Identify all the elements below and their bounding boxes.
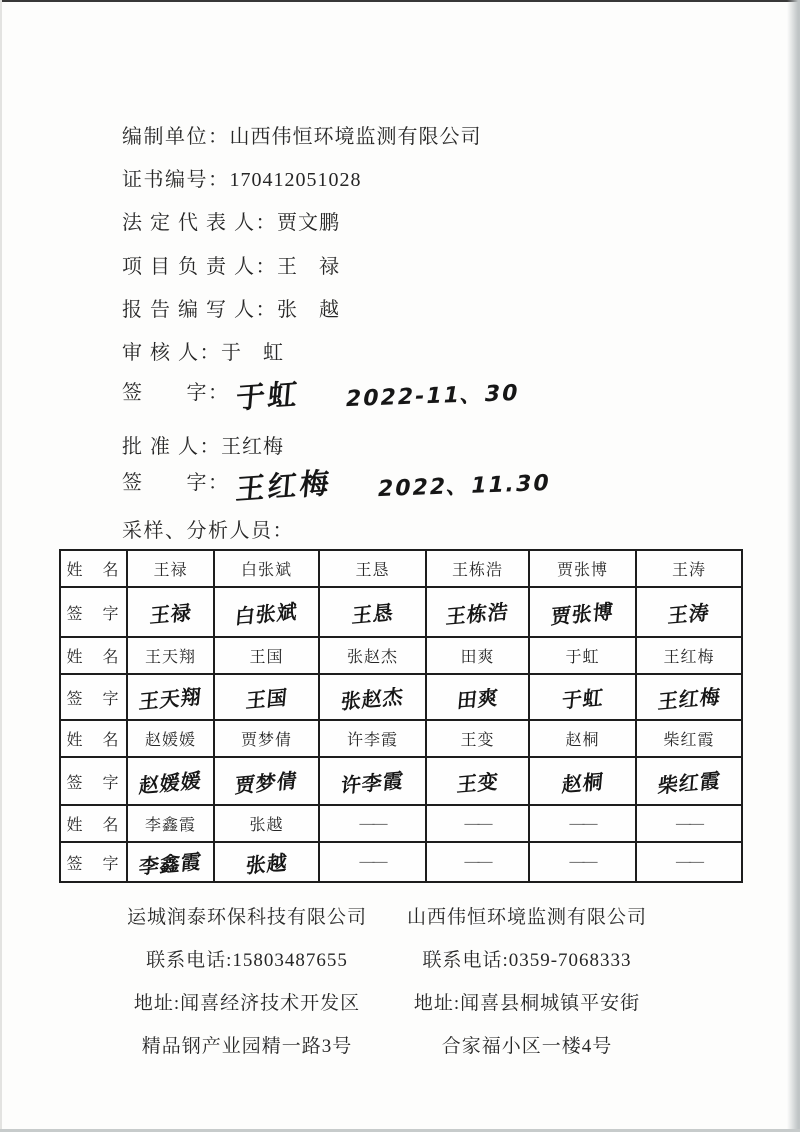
- handwritten-signature: 白张斌: [233, 598, 299, 629]
- table-row: [60, 720, 742, 757]
- company-name: 运城润泰环保科技有限公司: [126, 907, 367, 928]
- info-line-legal-representative: [122, 206, 340, 235]
- name-text: 田爽: [460, 649, 495, 666]
- name-cell: [127, 805, 214, 842]
- reviewer-label: 审 核 人：: [122, 342, 221, 364]
- approver-handwritten-signature: 王红梅: [233, 465, 333, 507]
- name-text: 许李霞: [346, 732, 398, 749]
- name-cell: [214, 805, 319, 842]
- row-label-text: 签 字: [66, 774, 121, 792]
- handwritten-signature: 贾梦倩: [233, 767, 299, 798]
- name-cell: [214, 720, 319, 757]
- info-line-approver: [122, 430, 284, 459]
- signature-cell: [319, 587, 426, 637]
- dash-placeholder: ——: [464, 815, 491, 832]
- compiling-unit-label: 编制单位：: [122, 126, 230, 148]
- row-label: [60, 587, 127, 637]
- empty-cell: [636, 805, 742, 842]
- name-text: 王恳: [355, 562, 390, 579]
- reviewer-value: 于 虹: [221, 342, 284, 364]
- company-name: 山西伟恒环境监测有限公司: [406, 907, 647, 928]
- reviewer-signature-label: 签 字：: [122, 382, 230, 405]
- name-cell: [636, 550, 742, 587]
- signature-cell: [529, 587, 636, 637]
- name-text: 王变: [460, 732, 495, 749]
- approver-signature-date: 2022、11.30: [374, 470, 553, 503]
- signature-cell: [127, 757, 214, 805]
- empty-cell: [319, 805, 426, 842]
- dash-placeholder: ——: [569, 854, 596, 870]
- name-text: 赵桐: [565, 732, 600, 749]
- handwritten-signature: 张赵杰: [339, 683, 405, 714]
- table-row: [60, 842, 742, 882]
- company-address-line1: 地址:闻喜经济技术开发区: [133, 993, 361, 1014]
- info-line-report-writer: [122, 293, 340, 322]
- personnel-table: [59, 549, 743, 883]
- name-text: 王栋浩: [451, 562, 503, 579]
- row-label: [60, 805, 127, 842]
- company-phone: 联系电话:15803487655: [146, 950, 348, 971]
- row-label-text: 姓 名: [66, 817, 121, 834]
- info-line-certificate-number: [122, 163, 362, 192]
- signature-cell: [127, 587, 214, 637]
- company-address-line2: 精品钢产业园精一路3号: [141, 1036, 353, 1057]
- name-cell: [127, 637, 214, 674]
- dash-placeholder: ——: [676, 815, 702, 832]
- empty-cell: [426, 805, 529, 842]
- signature-cell: [214, 674, 319, 720]
- row-label: [60, 842, 127, 882]
- row-label-text: 姓 名: [66, 649, 121, 666]
- signature-cell: [319, 757, 426, 805]
- info-line-compiling-unit: [122, 120, 482, 149]
- name-text: 贾张博: [556, 562, 608, 579]
- name-text: 于虹: [565, 649, 600, 666]
- handwritten-signature: 王天翔: [137, 683, 203, 714]
- name-text: 贾梦倩: [240, 732, 292, 749]
- signature-cell: [636, 757, 742, 805]
- signature-cell: [529, 674, 636, 720]
- table-row: [60, 805, 742, 842]
- signature-cell: [426, 674, 529, 720]
- name-text: 王天翔: [144, 649, 196, 666]
- scan-edge-left: [0, 0, 2, 1132]
- handwritten-signature: 王涛: [666, 599, 711, 628]
- row-label-text: 签 字: [66, 605, 121, 623]
- info-line-approver-signature: [122, 464, 553, 507]
- row-label: [60, 674, 127, 720]
- empty-cell: [529, 842, 636, 882]
- handwritten-signature: 王红梅: [656, 683, 722, 714]
- name-cell: [319, 550, 426, 587]
- approver-value: 王红梅: [221, 436, 284, 458]
- approver-label: 批 准 人：: [122, 436, 221, 458]
- handwritten-signature: 王栋浩: [444, 598, 510, 629]
- certificate-number-value: 170412051028: [229, 169, 362, 191]
- empty-cell: [319, 842, 426, 882]
- row-label: [60, 637, 127, 674]
- empty-cell: [426, 842, 529, 882]
- info-line-reviewer-signature: [122, 374, 519, 415]
- scan-edge-right: [787, 0, 800, 1132]
- certificate-number-label: 证书编号：: [122, 169, 230, 191]
- empty-cell: [529, 805, 636, 842]
- dash-placeholder: ——: [676, 854, 702, 870]
- reviewer-handwritten-signature: 于虹: [233, 376, 301, 416]
- name-cell: [319, 637, 426, 674]
- name-text: 赵媛媛: [144, 732, 196, 749]
- handwritten-signature: 李鑫霞: [137, 848, 203, 879]
- project-leader-label: 项 目 负 责 人：: [122, 256, 277, 278]
- legal-representative-label: 法 定 代 表 人：: [122, 212, 277, 234]
- name-text: 王国: [249, 649, 284, 666]
- table-row: [60, 550, 742, 587]
- handwritten-signature: 于虹: [560, 684, 605, 713]
- row-label-text: 签 字: [66, 855, 121, 873]
- name-text: 王红梅: [663, 649, 715, 666]
- name-cell: [529, 637, 636, 674]
- name-cell: [319, 720, 426, 757]
- report-writer-value: 张 越: [277, 299, 340, 321]
- signature-cell: [529, 757, 636, 805]
- signature-cell: [214, 587, 319, 637]
- sampling-analysts-heading: 采样、分析人员：: [122, 520, 294, 542]
- signature-cell: [426, 587, 529, 637]
- name-cell: [127, 550, 214, 587]
- footer-company-right: [372, 896, 682, 1068]
- handwritten-signature: 王禄: [148, 599, 193, 628]
- info-line-sampling-analysts-heading: [122, 514, 294, 543]
- signature-cell: [636, 587, 742, 637]
- legal-representative-value: 贾文鹏: [277, 212, 340, 234]
- signature-cell: [127, 842, 214, 882]
- row-label: [60, 720, 127, 757]
- dash-placeholder: ——: [359, 815, 386, 832]
- signature-cell: [636, 674, 742, 720]
- info-line-reviewer: [122, 336, 284, 365]
- project-leader-value: 王 禄: [277, 256, 340, 278]
- reviewer-signature-date: 2022-11、30: [342, 380, 521, 413]
- name-text: 柴红霞: [663, 732, 715, 749]
- name-cell: [426, 550, 529, 587]
- table-row: [60, 587, 742, 637]
- signature-cell: [214, 842, 319, 882]
- table-row: [60, 674, 742, 720]
- handwritten-signature: 许李霞: [339, 767, 405, 798]
- handwritten-signature: 王国: [244, 684, 289, 713]
- name-cell: [127, 720, 214, 757]
- footer-company-left: [92, 896, 402, 1068]
- signature-cell: [127, 674, 214, 720]
- handwritten-signature: 王恳: [350, 599, 395, 628]
- signature-cell: [319, 674, 426, 720]
- handwritten-signature: 张越: [244, 849, 289, 878]
- signature-cell: [426, 757, 529, 805]
- signature-cell: [214, 757, 319, 805]
- table-row: [60, 637, 742, 674]
- name-cell: [636, 637, 742, 674]
- row-label-text: 姓 名: [66, 562, 121, 579]
- company-address-line1: 地址:闻喜县桐城镇平安街: [413, 993, 641, 1014]
- handwritten-signature: 贾张博: [549, 598, 615, 629]
- scan-edge-top: [0, 0, 800, 2]
- name-cell: [214, 637, 319, 674]
- name-text: 王禄: [153, 562, 188, 579]
- table-row: [60, 757, 742, 805]
- name-text: 李鑫霞: [144, 817, 196, 834]
- name-cell: [214, 550, 319, 587]
- row-label-text: 签 字: [66, 690, 121, 708]
- dash-placeholder: ——: [464, 854, 491, 870]
- dash-placeholder: ——: [359, 854, 386, 870]
- row-label: [60, 550, 127, 587]
- name-text: 王涛: [671, 562, 706, 579]
- name-cell: [529, 550, 636, 587]
- company-phone: 联系电话:0359-7068333: [422, 950, 632, 971]
- handwritten-signature: 赵桐: [560, 768, 605, 797]
- report-writer-label: 报 告 编 写 人：: [122, 299, 277, 321]
- name-cell: [426, 637, 529, 674]
- name-text: 张赵杰: [346, 649, 398, 666]
- row-label: [60, 757, 127, 805]
- dash-placeholder: ——: [569, 815, 596, 832]
- info-line-project-leader: [122, 250, 340, 279]
- approver-signature-label: 签 字：: [122, 472, 230, 495]
- handwritten-signature: 田爽: [455, 684, 500, 713]
- company-address-line2: 合家福小区一楼4号: [441, 1036, 613, 1057]
- row-label-text: 姓 名: [66, 732, 121, 749]
- name-cell: [426, 720, 529, 757]
- name-cell: [529, 720, 636, 757]
- handwritten-signature: 王变: [455, 768, 500, 797]
- handwritten-signature: 赵媛媛: [137, 767, 203, 798]
- name-cell: [636, 720, 742, 757]
- handwritten-signature: 柴红霞: [656, 767, 722, 798]
- empty-cell: [636, 842, 742, 882]
- name-text: 白张斌: [240, 562, 292, 579]
- compiling-unit-value: 山西伟恒环境监测有限公司: [229, 126, 482, 148]
- name-text: 张越: [249, 817, 284, 834]
